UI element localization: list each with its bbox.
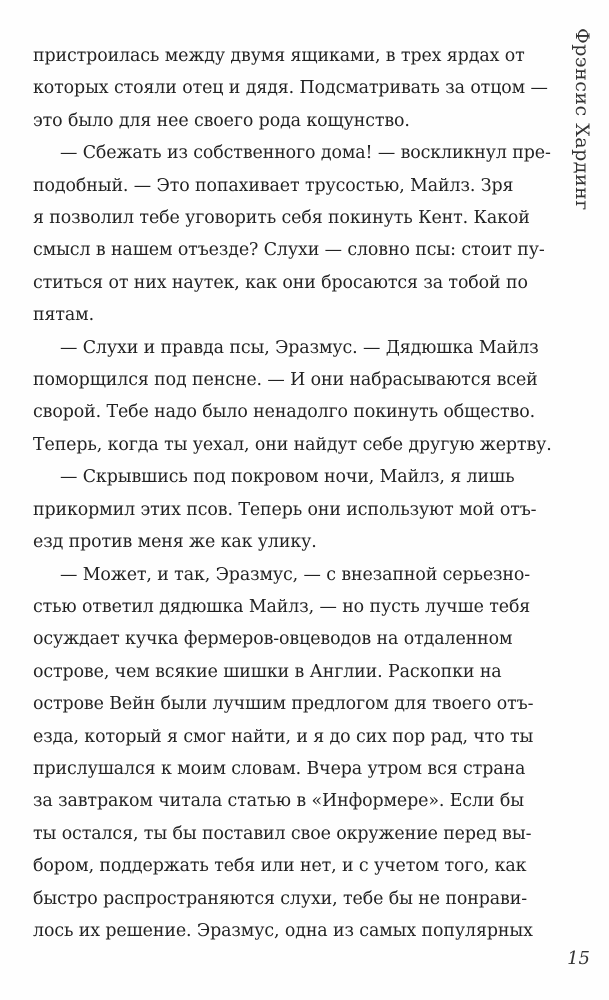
- text-line: езд против меня же как улику.: [33, 532, 317, 553]
- text-line: ты остался, ты бы поставил свое окружение перед вы-: [33, 823, 532, 844]
- text-line: быстро распространяются слухи, тебе бы не понрави-: [33, 888, 527, 909]
- text-line: поморщился под пенсне. — И они набрасываются всей: [33, 370, 538, 391]
- text-line-paragraph-start: — Скрывшись под покровом ночи, Майлз, я лишь: [60, 467, 515, 488]
- text-line-paragraph-start: — Слухи и правда псы, Эразмус. — Дядюшка Майлз: [60, 337, 539, 358]
- text-line-paragraph-start: — Сбежать из собственного дома! — воскликнул пре-: [60, 143, 551, 164]
- text-line: подобный. — Это попахивает трусостью, Майлз. Зря: [33, 175, 514, 196]
- text-line-paragraph-start: — Может, и так, Эразмус, — с внезапной серьезно-: [60, 564, 531, 585]
- text-line: ститься от них наутек, как они бросаются за тобой по: [33, 272, 528, 293]
- text-line: острове Вейн были лучшим предлогом для твоего отъ-: [33, 694, 534, 715]
- text-line: пристроилась между двумя ящиками, в трех ярдах от: [33, 46, 525, 66]
- text-line: прикормил этих псов. Теперь они используют мой отъ-: [33, 499, 537, 520]
- text-line: бором, поддержать тебя или нет, и с учетом того, как: [33, 856, 527, 877]
- text-line: лось их решение. Эразмус, одна из самых популярных: [33, 920, 533, 941]
- text-line: прислушался к моим словам. Вчера утром вся страна: [33, 758, 526, 779]
- text-line: Теперь, когда ты уехал, они найдут себе другую жертву.: [33, 434, 552, 455]
- text-line: это было для нее своего рода кощунство.: [33, 110, 410, 131]
- text-line: за завтраком читала статью в «Информере». Если бы: [33, 791, 524, 812]
- body-text: [33, 40, 552, 947]
- text-line: я позволил тебе уговорить себя покинуть Кент. Какой: [33, 208, 530, 229]
- text-line: которых стояли отец и дядя. Подсматривать за отцом —: [33, 78, 548, 99]
- text-line: острове, чем всякие шишки в Англии. Раскопки на: [33, 661, 502, 682]
- text-line: пятам.: [33, 305, 95, 326]
- text-line: смысл в нашем отъезде? Слухи — словно псы: стоит пу-: [33, 240, 545, 261]
- text-line: езда, который я смог найти, и я до сих пор рад, что ты: [33, 726, 534, 747]
- page-number: 15: [567, 948, 590, 969]
- text-line: осуждает кучка фермеров-овцеводов на отдаленном: [33, 629, 513, 650]
- running-header-author: Фрэнсис Хардинг: [571, 28, 593, 211]
- text-line: стью ответил дядюшка Майлз, — но пусть лучше тебя: [33, 596, 531, 617]
- text-line: сворой. Тебе надо было ненадолго покинуть общество.: [33, 402, 536, 423]
